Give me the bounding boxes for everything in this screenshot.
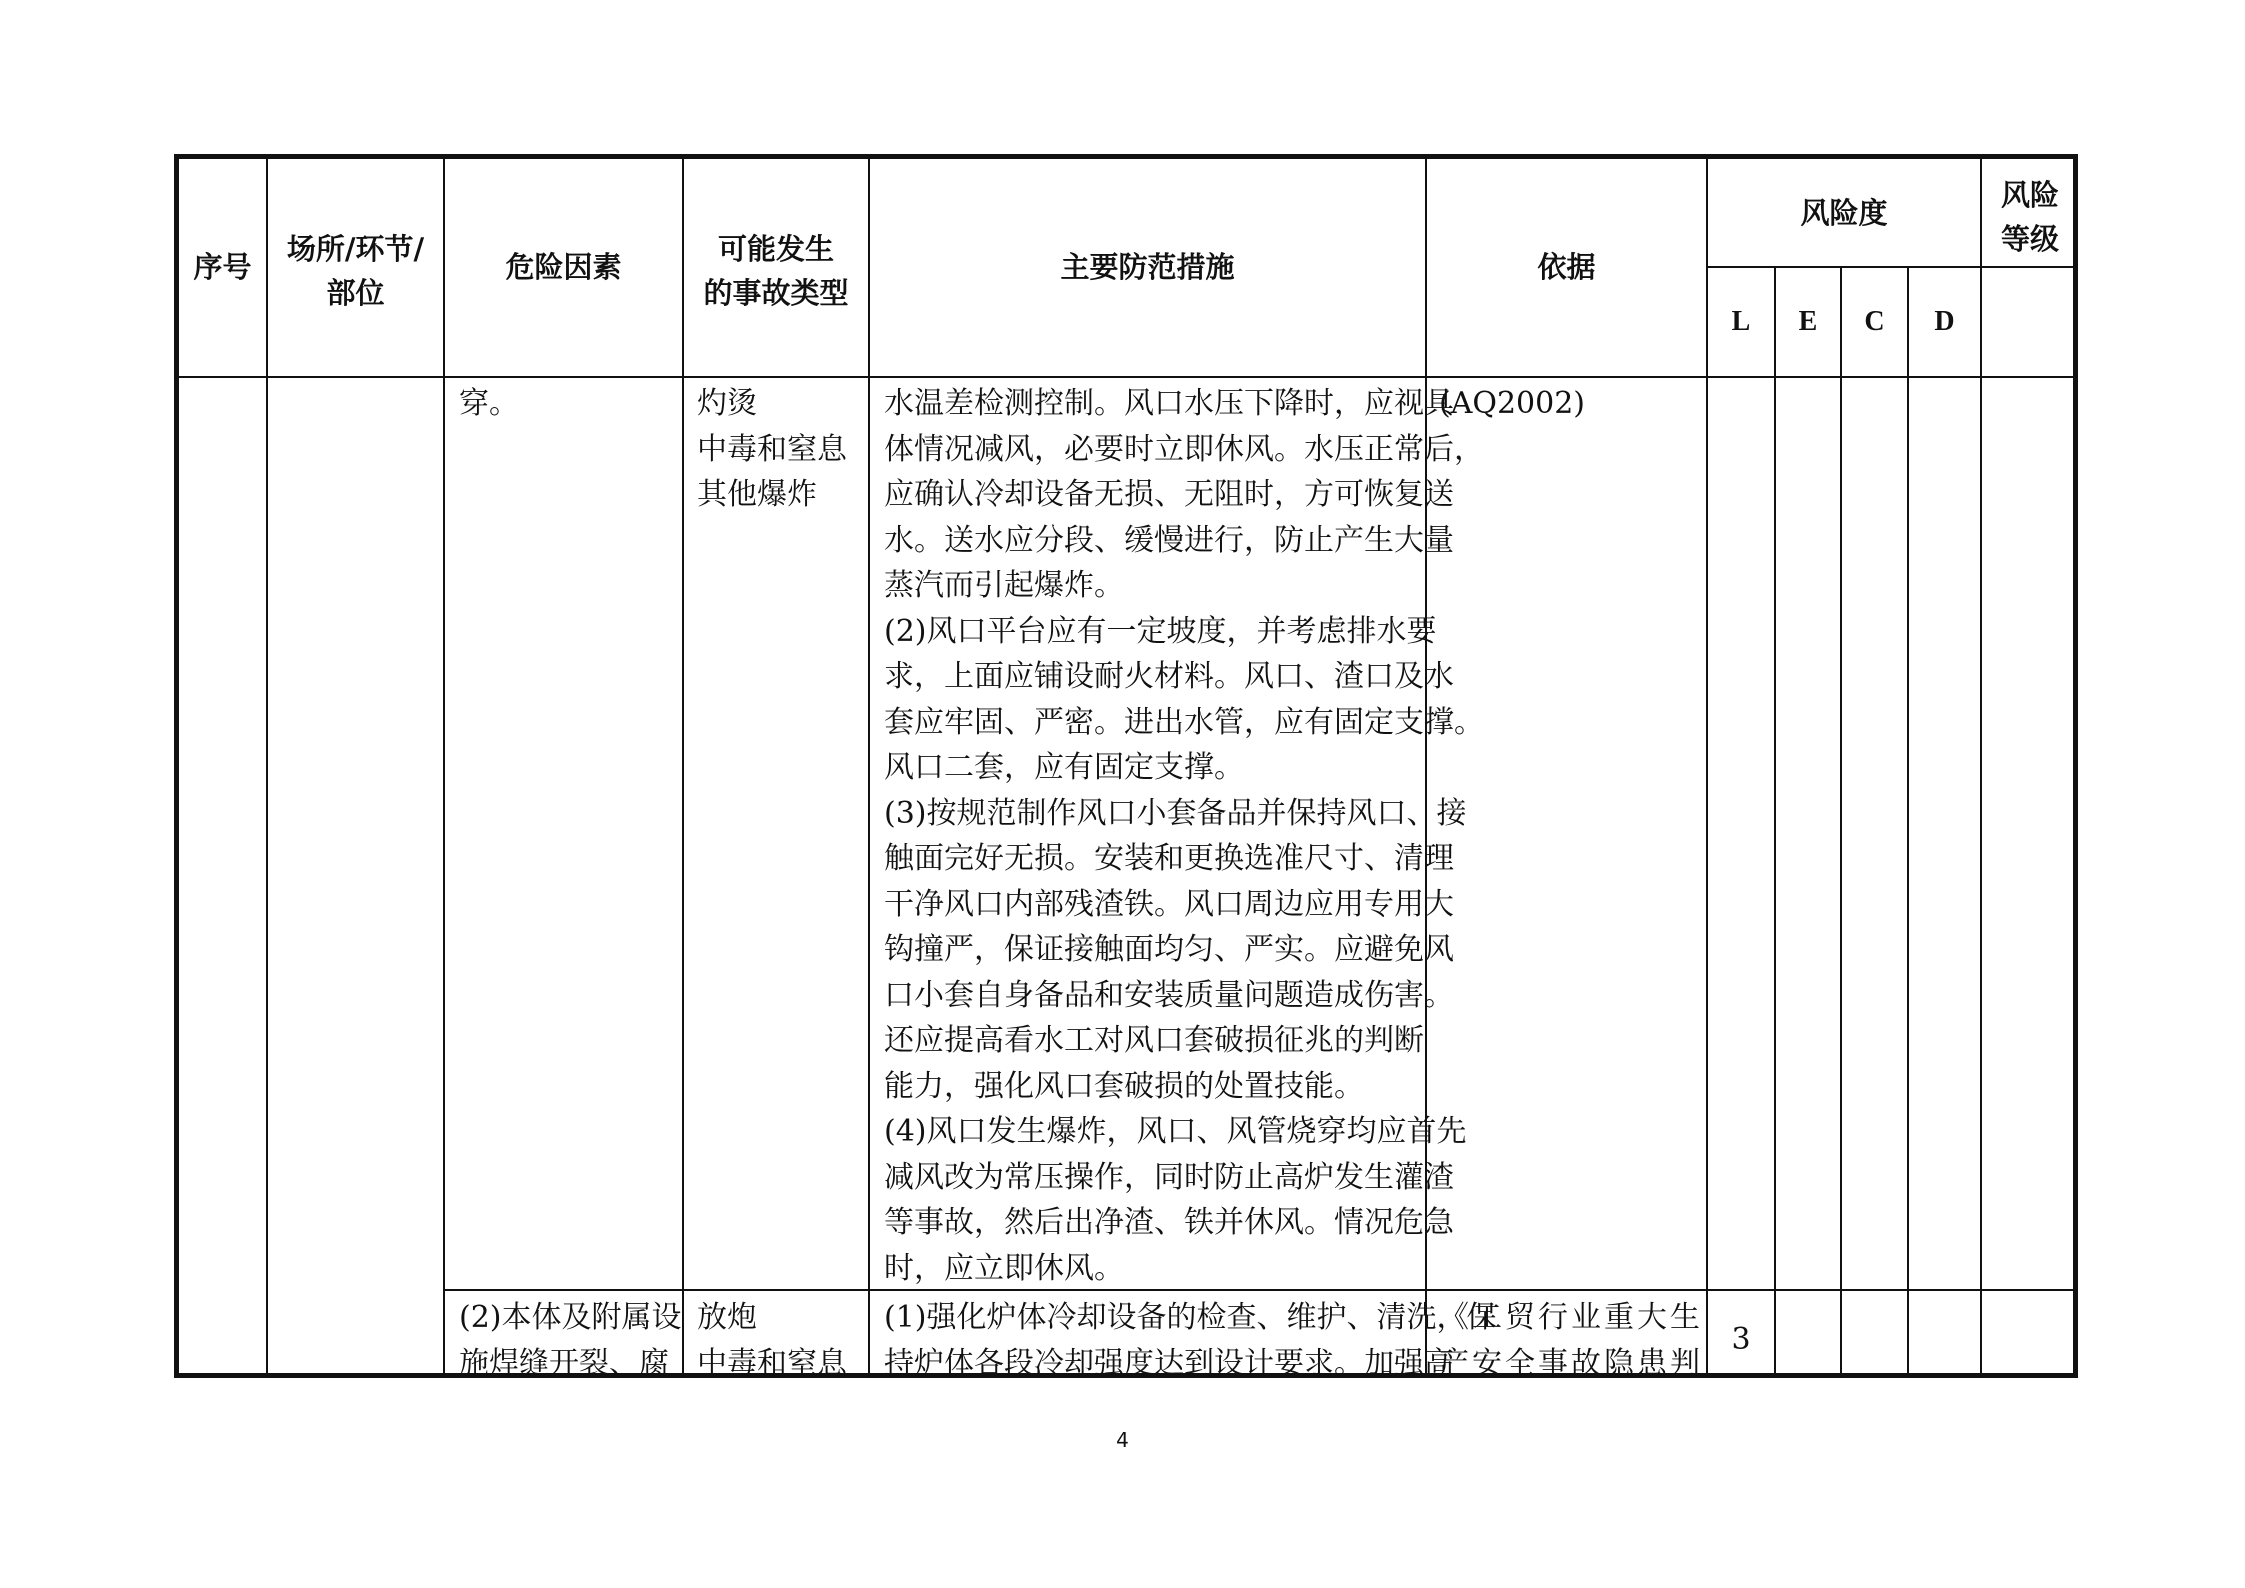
text-line: 灼烫 bbox=[697, 386, 757, 421]
row2-hazard bbox=[459, 1295, 682, 1386]
text-line: 《工贸行业重大生 bbox=[1439, 1300, 1703, 1335]
text-line: 等事故，然后出净渣、铁并休风。情况危急 bbox=[884, 1205, 1454, 1240]
column-divider bbox=[1774, 266, 1776, 1373]
header-location bbox=[268, 227, 443, 315]
text-line: 时，应立即休风。 bbox=[884, 1250, 1124, 1286]
text-line: 能力，强化风口套破损的处置技能。 bbox=[884, 1068, 1364, 1104]
text-line: 产安全事故隐患判 bbox=[1439, 1345, 1703, 1381]
header-risk-level-line: 等级 bbox=[2000, 222, 2059, 256]
header-C: C bbox=[1864, 306, 1885, 337]
text-line: 口小套自身备品和安装质量问题造成伤害。 bbox=[884, 977, 1454, 1013]
text-line: 干净风口内部残渣铁。风口周边应用专用大 bbox=[884, 886, 1454, 922]
text-line: 蒸汽而引起爆炸。 bbox=[884, 568, 1124, 603]
row1-accident-type bbox=[697, 381, 847, 518]
column-divider bbox=[443, 159, 445, 1373]
text-line: 其他爆炸 bbox=[697, 477, 817, 512]
row2-accident-type bbox=[697, 1295, 847, 1386]
row2-basis bbox=[1439, 1295, 1703, 1386]
text-line: 水。送水应分段、缓慢进行，防止产生大量 bbox=[884, 522, 1454, 558]
text-line: 施焊缝开裂、腐 bbox=[459, 1345, 669, 1381]
text-line: 中毒和窒息 bbox=[697, 431, 847, 467]
text-line: 触面完好无损。安装和更换选准尺寸、清理 bbox=[884, 841, 1454, 876]
column-divider bbox=[682, 159, 684, 1373]
header-risk-level bbox=[1982, 173, 2078, 261]
header-accident-type bbox=[684, 227, 868, 315]
row2-measures bbox=[884, 1295, 1497, 1386]
header-accident-type-line: 的事故类型 bbox=[703, 276, 849, 310]
text-line: (3)按规范制作风口小套备品并保持风口、接 bbox=[884, 795, 1467, 831]
text-line: (AQ2002) bbox=[1439, 386, 1586, 421]
text-line: 求，上面应铺设耐火材料。风口、渣口及水 bbox=[884, 659, 1454, 694]
header-E: E bbox=[1798, 306, 1818, 337]
text-line: 穿。 bbox=[459, 386, 519, 421]
text-line: (4)风口发生爆炸，风口、风管烧穿均应首先 bbox=[884, 1114, 1467, 1149]
header-location-line: 场所/环节/ bbox=[286, 232, 425, 266]
text-line: 放炮 bbox=[697, 1300, 757, 1335]
text-line: 水温差检测控制。风口水压下降时，应视具 bbox=[884, 386, 1454, 421]
header-hazard: 危险因素 bbox=[505, 250, 622, 284]
text-line: 持炉体各段冷却强度达到设计要求。加强高 bbox=[884, 1345, 1454, 1381]
page-number: 4 bbox=[1116, 1428, 1129, 1452]
text-line: 风口二套，应有固定支撑。 bbox=[884, 750, 1244, 785]
header-D: D bbox=[1934, 306, 1955, 337]
text-line: (1)强化炉体冷却设备的检查、维护、清洗，保 bbox=[884, 1300, 1497, 1335]
row1-measures bbox=[884, 381, 1484, 1291]
text-line: 应确认冷却设备无损、无阻时，方可恢复送 bbox=[884, 477, 1454, 512]
text-line: 还应提高看水工对风口套破损征兆的判断 bbox=[884, 1023, 1424, 1058]
text-line: 套应牢固、严密。进出水管，应有固定支撑。 bbox=[884, 704, 1484, 740]
risk-assessment-table bbox=[174, 154, 2078, 1381]
header-L: L bbox=[1731, 306, 1751, 337]
header-divider bbox=[179, 376, 2073, 378]
text-line: 钩撞严，保证接触面均匀、严实。应避免风 bbox=[884, 932, 1454, 967]
text-line: 减风改为常压操作，同时防止高炉发生灌渣 bbox=[884, 1159, 1454, 1195]
subheader-divider bbox=[1706, 266, 2078, 268]
header-location-line: 部位 bbox=[326, 276, 385, 310]
header-risk-degree: 风险度 bbox=[1800, 196, 1888, 230]
row2-L-value: 3 bbox=[1731, 1322, 1751, 1357]
row1-basis bbox=[1439, 381, 1585, 427]
text-line: (2)风口平台应有一定坡度，并考虑排水要 bbox=[884, 613, 1437, 649]
text-line: (2)本体及附属设 bbox=[459, 1300, 682, 1335]
text-line: 体情况减风，必要时立即休风。水压正常后， bbox=[884, 431, 1484, 467]
header-accident-type-line: 可能发生 bbox=[717, 232, 834, 266]
text-line: 中毒和窒息 bbox=[697, 1345, 847, 1381]
header-risk-level-line: 风险 bbox=[2000, 178, 2059, 212]
header-basis: 依据 bbox=[1537, 250, 1596, 284]
column-divider bbox=[868, 159, 870, 1373]
header-measures: 主要防范措施 bbox=[1060, 250, 1235, 284]
column-divider bbox=[266, 159, 268, 1373]
header-seq: 序号 bbox=[193, 250, 252, 284]
column-divider bbox=[1907, 266, 1909, 1373]
column-divider bbox=[1840, 266, 1842, 1373]
column-divider bbox=[1980, 159, 1982, 1373]
row1-hazard bbox=[459, 381, 519, 427]
